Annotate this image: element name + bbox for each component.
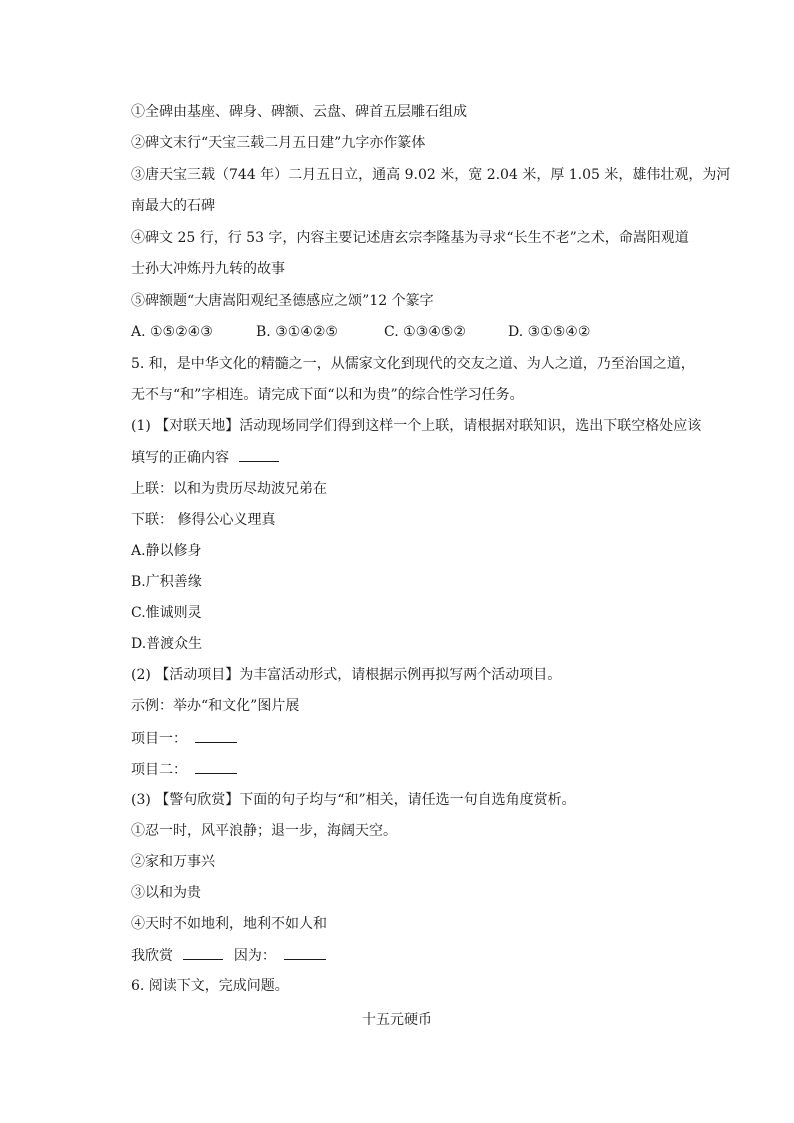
answer-blank-appreciate[interactable]	[183, 945, 223, 960]
q4-options	[131, 322, 590, 342]
sequence-item-1: ①全碑由基座、碑身、碑额、云盘、碑首五层雕石组成	[131, 104, 467, 120]
answer-blank-1[interactable]	[239, 447, 279, 462]
sequence-item-4: ④碑文 25 行，行 53 字，内容主要记述唐玄宗李隆基为寻求“长生不老”之术，命嵩阳观道	[131, 230, 689, 246]
q5-part2-example: 示例：举办“和文化”图片展	[131, 698, 300, 714]
appreciate-row	[131, 945, 326, 965]
q5-part3-line1: (3) 【警句欣赏】下面的句子均与“和”相关，请任选一句自选角度赏析。	[131, 792, 576, 808]
appreciate-label: 我欣赏	[131, 948, 173, 964]
sequence-item-3: ③唐天宝三载（744 年）二月五日立，通高 9.02 米，宽 2.04 米，厚 1.05 米，雄伟壮观，为河	[131, 167, 731, 183]
sequence-item-4-cont: 士孙大冲炼丹九转的故事	[131, 261, 285, 277]
sequence-item-2: ②碑文末行“天宝三载二月五日建”九字亦作篆体	[131, 135, 426, 151]
q5-part1-prompt: 填写的正确内容	[131, 450, 229, 466]
choice-a: A.静以修身	[131, 543, 202, 559]
item1-label: 项目一：	[131, 731, 187, 747]
q5-item2-row	[131, 759, 237, 779]
q5-item1-row	[131, 728, 237, 748]
q5-intro-line1: 5. 和，是中华文化的精髓之一，从儒家文化到现代的交友之道、为人之道，乃至治国之道，	[131, 356, 695, 372]
choice-b: B.广积善缘	[131, 574, 202, 590]
answer-blank-item2[interactable]	[195, 759, 237, 774]
q6-intro: 6. 阅读下文，完成问题。	[131, 978, 289, 994]
sentence-2: ②家和万事兴	[131, 854, 215, 870]
choice-c: C.惟诚则灵	[131, 605, 202, 621]
because-label: 因为：	[233, 948, 276, 964]
q4-option-d: D. ③①⑤④②	[508, 324, 591, 340]
choice-d: D.普渡众生	[131, 636, 203, 652]
couplet-upper: 上联：以和为贵历尽劫波兄弟在	[131, 481, 327, 497]
q5-part2-line1: (2) 【活动项目】为丰富活动形式，请根据示例再拟写两个活动项目。	[131, 667, 562, 683]
sequence-item-5: ⑤碑额题“大唐嵩阳观纪圣德感应之颂”12 个篆字	[131, 293, 434, 309]
sequence-item-3-cont: 南最大的石碑	[131, 198, 215, 214]
article-title: 十五元硬币	[362, 1012, 432, 1028]
q5-intro-line2: 无不与“和”字相连。请完成下面“以和为贵”的综合性学习任务。	[131, 387, 524, 403]
q5-part1-line1: (1) 【对联天地】活动现场同学们得到这样一个上联，请根据对联知识，选出下联空格处应该	[131, 418, 702, 434]
q5-part1-line2	[131, 447, 279, 467]
answer-blank-item1[interactable]	[195, 728, 237, 743]
sentence-4: ④天时不如地利，地利不如人和	[131, 916, 327, 932]
q4-option-a: A. ①⑤②④③	[131, 324, 213, 340]
sentence-3: ③以和为贵	[131, 885, 201, 901]
q4-option-c: C. ①③④⑤②	[384, 324, 466, 340]
couplet-lower: 下联： 修得公心义理真	[131, 512, 276, 528]
q4-option-b: B. ③①④②⑤	[256, 324, 338, 340]
item2-label: 项目二：	[131, 762, 187, 778]
answer-blank-because[interactable]	[284, 945, 326, 960]
sentence-1: ①忍一时，风平浪静；退一步，海阔天空。	[131, 823, 397, 839]
